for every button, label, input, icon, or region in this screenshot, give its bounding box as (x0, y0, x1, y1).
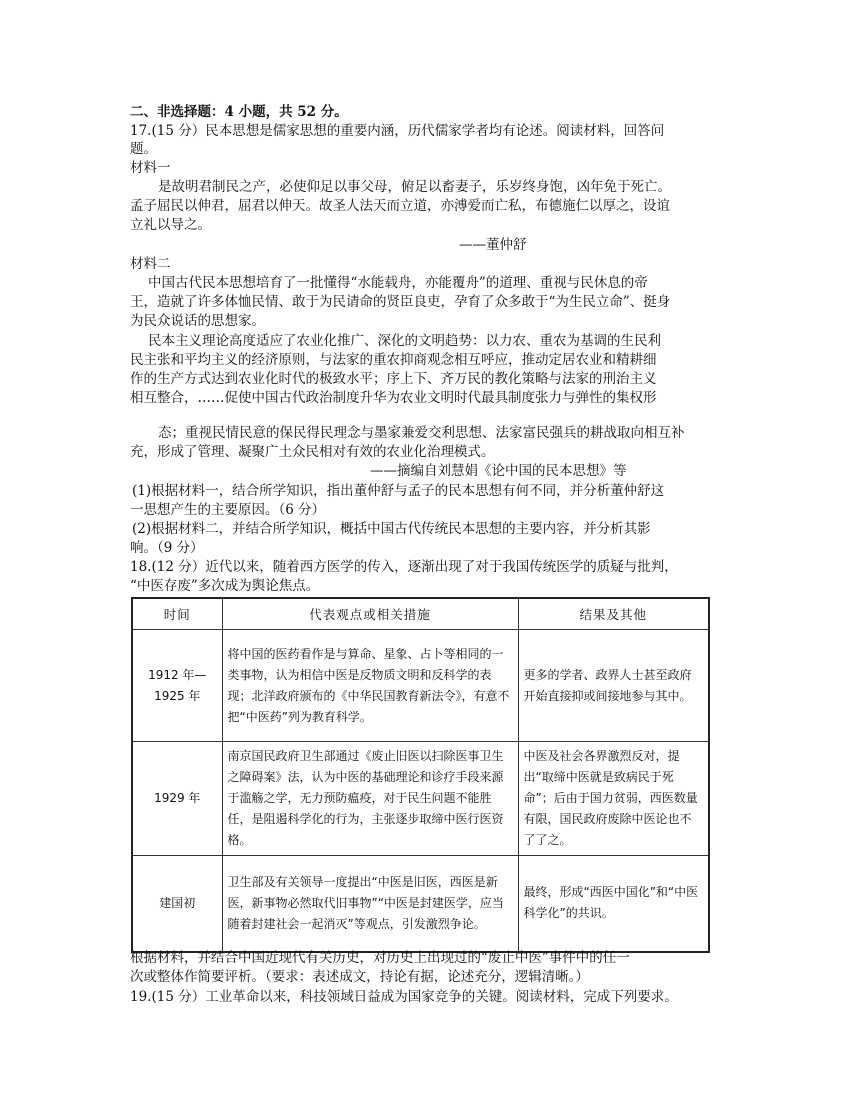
material2-line7: 相互整合，……促使中国古代政治制度升华为农业文明时代最具制度张力与弹性的集权形 (130, 390, 657, 406)
row-result: 中医及社会各界激烈反对，提出“取缔中医就是致病民于死命”；后由于国力贫弱，西医数量有限，国民政府废除中医论也不了了之。 (518, 742, 709, 856)
row-time (132, 856, 222, 952)
material2-line4: 民本主义理论高度适应了农业化推广、深化的文明趋势：以力农、重农为基调的生民利 (148, 333, 661, 349)
header-time: 时间 (132, 598, 222, 630)
material1-source: ——董仲舒 (459, 237, 527, 253)
q18-stem-line2: “中医存废”多次成为舆论焦点。 (130, 578, 320, 594)
material2-line5: 民主张和平均主义的经济原则，与法家的重农抑商观念相互呼应，推动定居农业和精耕细 (130, 352, 657, 368)
material2-line9: 充，形成了管理、凝聚广土众民相对有效的农业化治理模式。 (130, 444, 495, 460)
medicine-history-table (131, 597, 710, 953)
row-time (132, 742, 222, 856)
q17-stem-line1: 17.(15 分）民本思想是儒家思想的重要内涵，历代儒家学者均有论述。阅读材料，回答问 (130, 123, 665, 139)
row-time-text: 建国初 (159, 895, 196, 910)
row-time (132, 630, 222, 742)
material2-line6: 作的生产方式达到农业化时代的极致水平；序上下、齐万民的教化策略与法家的刑治主义 (130, 371, 657, 387)
q17-sub2-line1: (2)根据材料二，并结合所学知识，概括中国古代传统民本思想的主要内容，并分析其影 (132, 521, 651, 537)
q18-stem-line1: 18.(12 分）近代以来，随着西方医学的传入，逐渐出现了对于我国传统医学的质疑与批判， (130, 559, 678, 575)
material1-line1: 是故明君制民之产，必使仰足以事父母，俯足以畜妻子，乐岁终身饱，凶年免于死亡。 (158, 179, 671, 195)
material2-label: 材料二 (130, 256, 171, 272)
material2-source: ——摘编自刘慧娟《论中国的民本思想》等 (370, 463, 627, 479)
row-measure: 将中国的医药看作是与算命、星象、占卜等相同的一类事物，认为相信中医是反物质文明和反科学的表现；北洋政府颁布的《中华民国教育新法令》，有意不把“中医药”列为教育科学。 (222, 630, 518, 742)
q18-after-line1: 根据材料，并结合中国近现代有关历史，对历史上出现过的“废止中医”事件中的任一 (130, 950, 630, 966)
section-header: 二、非选择题：4 小题，共 52 分。 (130, 104, 348, 120)
q19-stem-line1: 19.(15 分）工业革命以来，科技领域日益成为国家竞争的关键。阅读材料，完成下列要求。 (130, 989, 678, 1005)
header-result: 结果及其他 (518, 598, 709, 630)
row-result: 最终，形成“西医中国化”和“中医科学化”的共识。 (518, 856, 709, 952)
row-result: 更多的学者、政界人士甚至政府开始直接抑或间接地参与其中。 (518, 630, 709, 742)
material1-line2: 孟子屈民以伸君，屈君以伸天。故圣人法天而立道，亦溥爱而亡私，布德施仁以厚之，设谊 (130, 198, 670, 214)
material1-label: 材料一 (130, 160, 171, 176)
q17-sub1-line2: 一思想产生的主要原因。（6 分） (130, 502, 326, 518)
row-measure: 卫生部及有关领导一度提出“中医是旧医，西医是新医，新事物必然取代旧事物”“中医是封建医学，应当随着封建社会一起消灭”等观点，引发激烈争论。 (222, 856, 518, 952)
header-measure: 代表观点或相关措施 (222, 598, 518, 630)
material2-line1: 中国古代民本思想培育了一批懂得“水能载舟，亦能覆舟”的道理、重视与民休息的帝 (148, 275, 648, 291)
table-row (132, 742, 709, 856)
table-row (132, 630, 709, 742)
q18-after-line2: 次或整体作简要评析。（要求：表述成文，持论有据，论述充分，逻辑清晰。） (130, 969, 589, 985)
row-time-text: 1912 年— 1925 年 (148, 667, 207, 703)
q17-sub2-line2: 响。（9 分） (130, 540, 204, 556)
material2-line3: 为民众说话的思想家。 (130, 313, 265, 329)
row-time-text: 1929 年 (154, 791, 201, 805)
table-header-row (132, 598, 709, 630)
q17-sub1-line1: (1)根据材料一，结合所学知识，指出董仲舒与孟子的民本思想有何不同，并分析董仲舒这 (132, 483, 665, 499)
q17-stem-line2: 题。 (130, 141, 157, 157)
material1-line3: 立礼以导之。 (130, 217, 211, 233)
row-measure: 南京国民政府卫生部通过《废止旧医以扫除医事卫生之障碍案》法，认为中医的基础理论和诊疗手段来源于滥觞之学，无力预防瘟疫，对于民生问题不能胜任，是阻遏科学化的行为，主张逐步取缔中医行医资格。 (222, 742, 518, 856)
material2-line8: 态；重视民情民意的保民得民理念与墨家兼爱交利思想、法家富民强兵的耕战取向相互补 (158, 425, 685, 441)
material2-line2: 王，造就了许多体恤民情、敢于为民请命的贤臣良吏，孕育了众多敢于“为生民立命”、挺身 (130, 294, 671, 310)
table-row (132, 856, 709, 952)
